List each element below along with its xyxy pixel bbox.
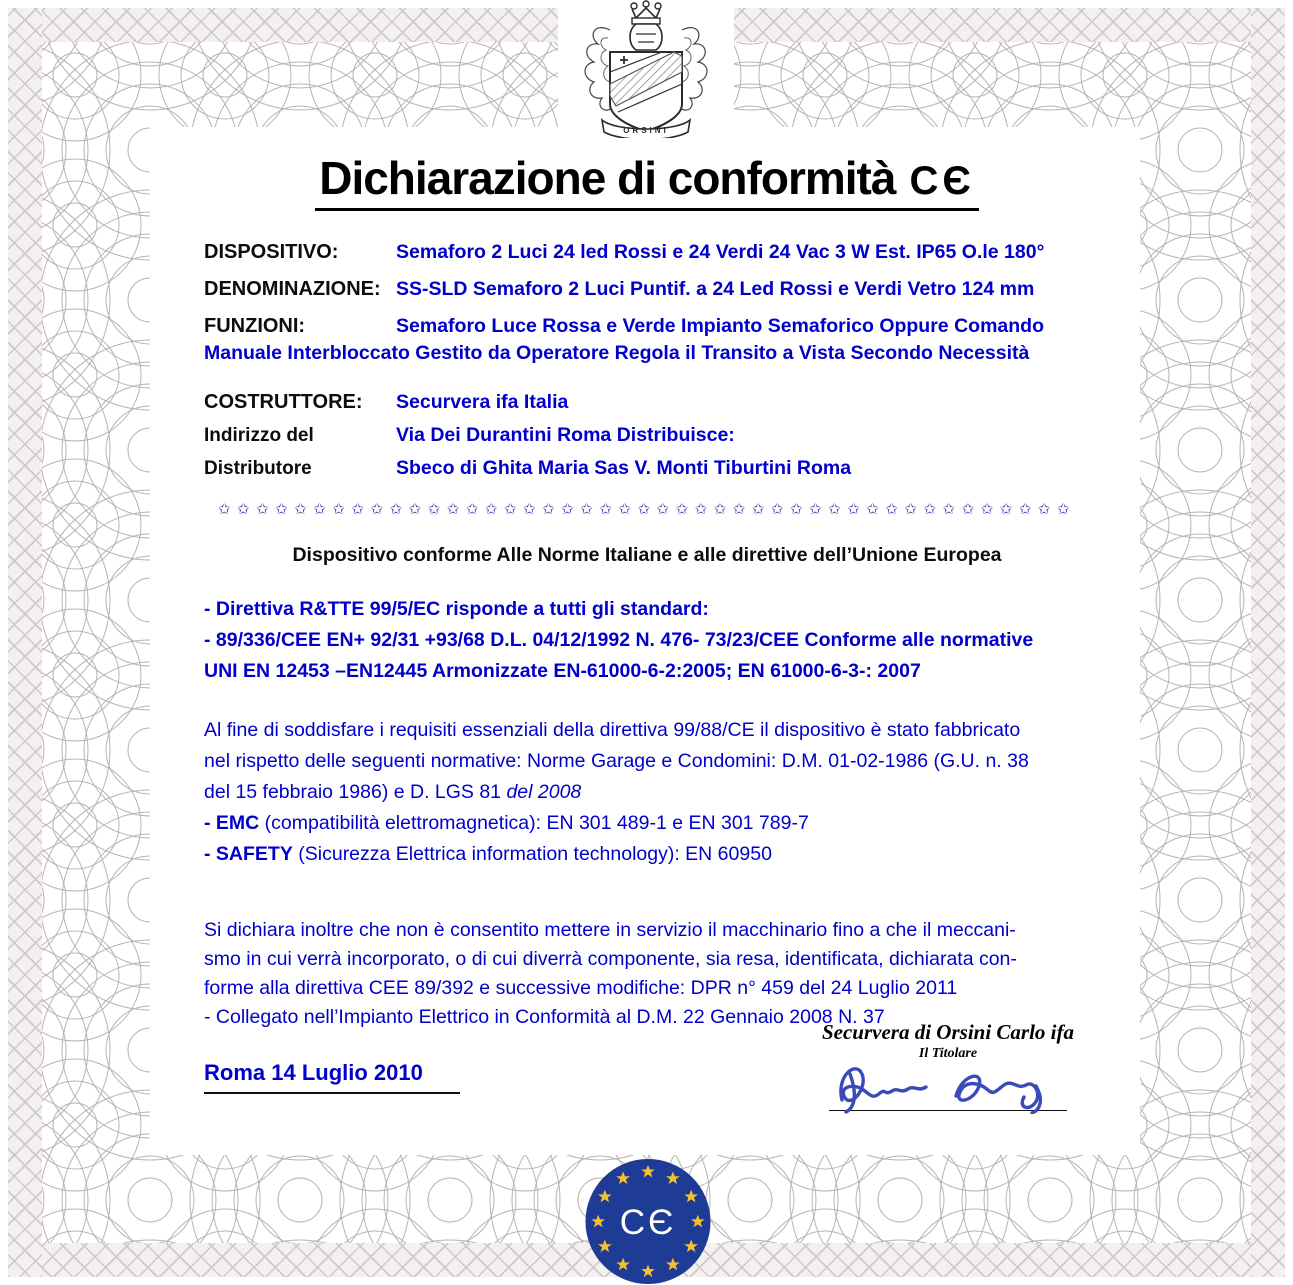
safety-label: - SAFETY	[204, 843, 293, 865]
emc-text: (compatibilità elettromagnetica): EN 301 489-1 e EN 301 789-7	[259, 812, 809, 834]
fabrication-line-3-italic: del 2008	[506, 781, 582, 803]
field-row-distributore	[204, 457, 1090, 480]
machinery-line-1: Si dichiara inoltre che non è consentito mettere in servizio il macchinario fino a che il meccani-	[204, 919, 1016, 941]
crest-container	[558, 0, 734, 138]
distributore-value: Sbeco di Ghita Maria Sas V. Monti Tiburtini Roma	[396, 457, 852, 479]
crest-banner-text: ORSINI	[623, 126, 669, 135]
ce-mark-emblem: CЄ	[619, 1203, 677, 1243]
certificate-content	[150, 127, 1140, 1155]
safety-line	[204, 839, 1090, 870]
funzioni-value-line2: Manuale Interbloccato Gestito da Operatore Regola il Transito a Vista Secondo Necessità	[204, 342, 1030, 364]
signature-company: Securvera di Orsini Carlo ifa	[821, 1020, 1075, 1044]
star-separator: ✩✩✩✩✩✩✩✩✩✩✩✩✩✩✩✩✩✩✩✩✩✩✩✩✩✩✩✩✩✩✩✩✩✩✩✩✩✩✩✩✩✩✩✩✩	[217, 501, 1077, 518]
fabrication-line-2: nel rispetto delle seguenti normative: Norme Garage e Condomini: D.M. 01-02-1986 (G.U. n. 38	[204, 750, 1029, 772]
signature-block	[818, 1020, 1078, 1111]
conformity-heading: Dispositivo conforme Alle Norme Italiane e alle direttive dell’Unione Europea	[292, 544, 1002, 566]
eu-flag-circle	[583, 1158, 713, 1285]
dispositivo-value: Semaforo 2 Luci 24 led Rossi e 24 Verdi 24 Vac 3 W Est. IP65 O.le 180°	[396, 241, 1045, 263]
machinery-line-2: smo in cui verrà incorporato, o di cui diverrà componente, sia resa, identificata, dichiarata con-	[204, 948, 1017, 970]
page-title: Dichiarazione di conformità	[319, 152, 896, 204]
denominazione-value: SS-SLD Semaforo 2 Luci Puntif. a 24 Led Rossi e Verdi Vetro 124 mm	[396, 278, 1035, 300]
machinery-line-3: forme alla direttiva CEE 89/392 e successive modifiche: DPR n° 459 del 24 Luglio 2011	[204, 977, 958, 999]
orsini-crest	[558, 0, 734, 138]
indirizzo-value: Via Dei Durantini Roma Distribuisce:	[396, 424, 735, 446]
directive-line-1: - Direttiva R&TTE 99/5/EC risponde a tutti gli standard:	[204, 598, 709, 620]
fabrication-line-3-normal: del 15 febbraio 1986) e D. LGS 81	[204, 781, 507, 803]
directive-line-2: - 89/336/CEE EN+ 92/31 +93/68 D.L. 04/12/1992 N. 476- 73/23/CEE Conforme alle normative	[204, 629, 1034, 651]
indirizzo-label: Indirizzo del	[204, 425, 314, 446]
fabrication-line-1: Al fine di soddisfare i requisiti essenziali della direttiva 99/88/CE il dispositivo è stato fabbricato	[204, 719, 1021, 741]
costruttore-label: COSTRUTTORE:	[204, 391, 363, 413]
certificate-panel	[150, 127, 1140, 1155]
machinery-line-4: - Collegato nell’Impianto Elettrico in Conformità al D.M. 22 Gennaio 2008 N. 37	[204, 1006, 885, 1028]
title-underline	[315, 151, 979, 211]
emc-line	[204, 808, 1090, 839]
field-row-costruttore	[204, 391, 1090, 414]
ce-mark-title: CЄ	[909, 159, 975, 203]
field-row-denominazione	[204, 278, 1090, 301]
directive-line-3: UNI EN 12453 –EN12445 Armonizzate EN-61000-6-2:2005; EN 61000-6-3-: 2007	[204, 660, 921, 682]
directive-block	[204, 594, 1090, 687]
title-row	[204, 151, 1090, 211]
safety-text: (Sicurezza Elettrica information technology): EN 60950	[292, 843, 772, 865]
field-row-funzioni	[204, 315, 1090, 338]
denominazione-label: DENOMINAZIONE:	[204, 278, 381, 300]
fabrication-line-3	[204, 777, 1090, 808]
funzioni-label: FUNZIONI:	[204, 315, 306, 337]
dispositivo-label: DISPOSITIVO:	[204, 241, 339, 263]
distributore-label: Distributore	[204, 458, 312, 479]
signature-rule	[829, 1110, 1067, 1111]
handwritten-signature	[828, 1056, 1068, 1114]
fabrication-block	[204, 715, 1090, 870]
field-row-dispositivo	[204, 241, 1090, 264]
field-row-indirizzo	[204, 424, 1090, 447]
funzioni-value-line1: Semaforo Luce Rossa e Verde Impianto Semaforico Oppure Comando	[396, 315, 1044, 337]
date-place: Roma 14 Luglio 2010	[204, 1060, 460, 1094]
machinery-block	[204, 916, 1090, 1032]
signature-role: Il Titolare	[918, 1046, 978, 1061]
emc-label: - EMC	[204, 812, 260, 834]
costruttore-value: Securvera ifa Italia	[396, 391, 569, 413]
eu-ce-emblem	[583, 1158, 713, 1285]
